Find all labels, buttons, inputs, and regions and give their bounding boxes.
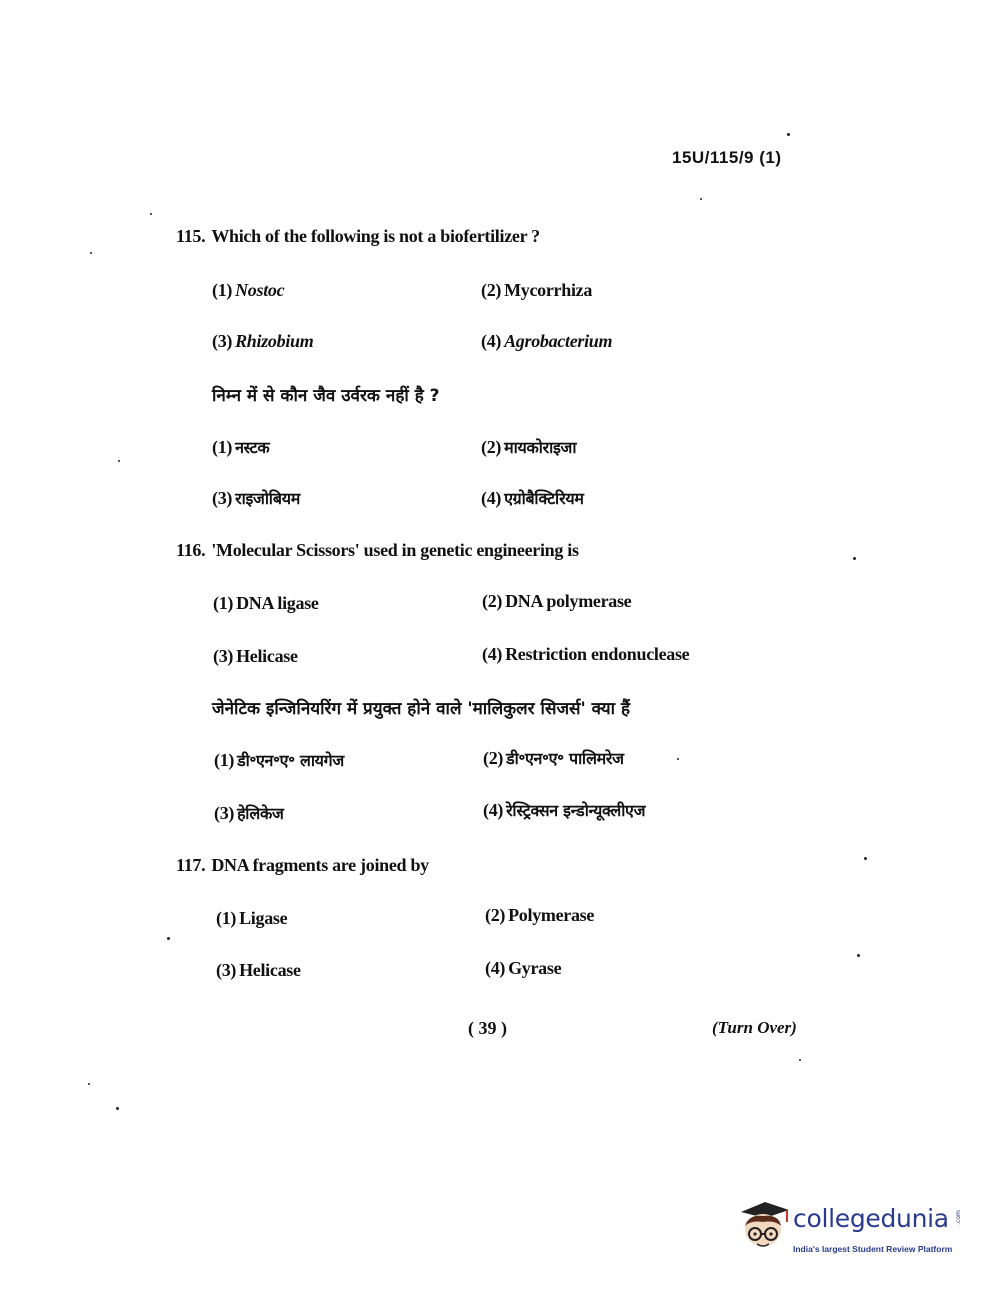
question-text: 'Molecular Scissors' used in genetic engineering is — [211, 540, 579, 560]
turn-over-note: (Turn Over) — [712, 1018, 797, 1037]
q117-option-1: (1) Ligase — [216, 908, 288, 928]
q115-hindi-option-4: (4) एग्रोबैक्टिरियम — [481, 488, 584, 508]
q115-option-3: (3) Rhizobium — [212, 331, 314, 351]
brand-tagline: India's largest Student Review Platform — [793, 1244, 953, 1254]
q115-option-4: (4) Agrobacterium — [481, 331, 613, 351]
q116-option-2: (2) DNA polymerase — [482, 591, 632, 611]
scan-speck — [700, 198, 702, 200]
scan-speck — [116, 1107, 119, 1110]
q115-hindi-option-1: (1) नस्टक — [212, 437, 270, 457]
scan-speck — [167, 937, 170, 940]
question-text: DNA fragments are joined by — [211, 855, 429, 875]
scan-speck — [787, 133, 790, 136]
q115-option-1: (1) Nostoc — [212, 280, 285, 300]
paper-code: 15U/115/9 (1) — [672, 148, 782, 167]
scan-speck — [864, 857, 867, 860]
scan-speck — [90, 252, 92, 254]
page-number: ( 39 ) — [468, 1018, 507, 1038]
mascot-icon — [735, 1196, 793, 1260]
q116-option-3: (3) Helicase — [213, 646, 298, 666]
scan-speck — [853, 557, 856, 560]
question-117 — [176, 855, 429, 876]
scan-speck — [799, 1059, 801, 1061]
question-text: Which of the following is not a biofertilizer ? — [211, 226, 540, 246]
q115-hindi-option-3: (3) राइजोबियम — [212, 488, 300, 508]
scan-speck — [118, 460, 120, 462]
scan-speck — [150, 213, 152, 215]
q116-hindi-option-4: (4) रेस्ट्रिक्सन इन्डोन्यूक्लीएज — [483, 800, 646, 820]
q115-hindi-option-2: (2) मायकोराइजा — [481, 437, 577, 457]
q116-option-4: (4) Restriction endonuclease — [482, 644, 690, 664]
scan-speck — [677, 758, 679, 760]
question-115 — [176, 226, 540, 247]
question-116 — [176, 540, 579, 561]
collegedunia-logo — [735, 1196, 965, 1266]
q116-hindi-text: जेनेटिक इन्जिनियरिंग में प्रयुक्त होने वाले 'मालिकुलर सिजर्स' क्या हैं — [212, 699, 630, 719]
brand-name: collegedunia — [793, 1204, 949, 1233]
q117-option-4: (4) Gyrase — [485, 958, 562, 978]
q116-option-1: (1) DNA ligase — [213, 593, 319, 613]
q116-hindi-option-3: (3) हेलिकेज — [214, 803, 284, 823]
brand-domain: .com — [954, 1210, 962, 1225]
q116-hindi-option-2: (2) डी॰एन॰ए॰ पालिमरेज — [483, 748, 624, 768]
q117-option-3: (3) Helicase — [216, 960, 301, 980]
scan-speck — [857, 954, 860, 957]
q116-hindi-option-1: (1) डी॰एन॰ए॰ लायगेज — [214, 750, 344, 770]
q115-hindi-text: निम्न में से कौन जैव उर्वरक नहीं है ? — [212, 386, 440, 406]
scan-speck — [88, 1083, 90, 1085]
q117-option-2: (2) Polymerase — [485, 905, 595, 925]
question-number: 115. — [176, 226, 206, 246]
q115-option-2: (2) Mycorrhiza — [481, 280, 593, 300]
question-number: 116. — [176, 540, 206, 560]
question-number: 117. — [176, 855, 206, 875]
